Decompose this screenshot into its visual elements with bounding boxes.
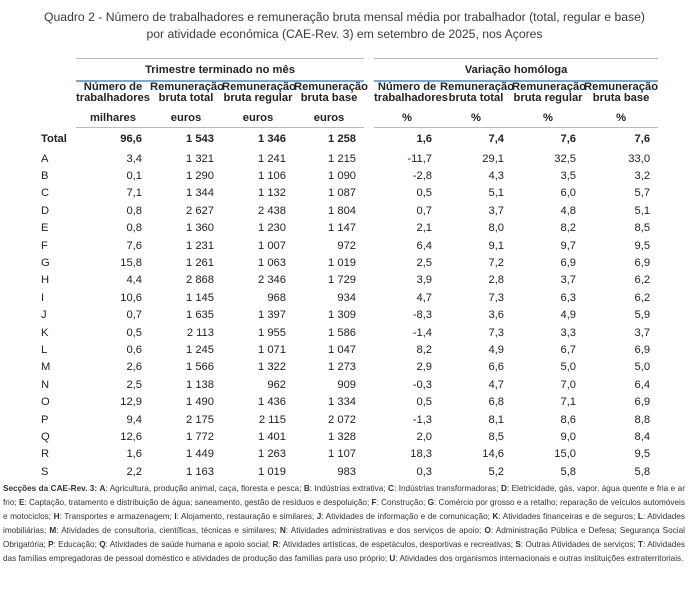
- column-header: Remuneração bruta total: [150, 81, 224, 104]
- column-unit: %: [584, 109, 658, 128]
- footer-section-text: Atividades de consultoria, científicas, técnicas e similares;: [61, 526, 277, 536]
- footer-section-code: Q: [99, 540, 106, 550]
- table-cell: 1 322: [258, 361, 286, 374]
- group-header-quarter: Trimestre terminado no mês: [76, 59, 364, 82]
- footer-section-code: K: [492, 512, 499, 522]
- row-label: K: [41, 326, 49, 339]
- table-cell: 3,4: [126, 152, 142, 165]
- footer-section-code: F: [371, 498, 377, 508]
- table-cell: 5,7: [634, 187, 651, 200]
- table-cell: 8,0: [488, 222, 505, 235]
- table-cell: 0,5: [416, 187, 433, 200]
- table-cell: 1 344: [186, 187, 214, 200]
- table-cell: 6,4: [634, 378, 651, 391]
- table-cell: 3,3: [560, 326, 577, 339]
- table-cell: 4,8: [560, 204, 577, 217]
- footer-section-code: J: [316, 512, 322, 522]
- table-cell: 2,6: [126, 361, 142, 374]
- column-header: Remuneração bruta total: [440, 81, 515, 104]
- table-cell: 1 261: [186, 257, 214, 270]
- table-cell: 1 071: [258, 343, 286, 356]
- table-cell: 1 360: [186, 222, 214, 235]
- table-cell: 1,6: [416, 133, 433, 145]
- table-cell: 7,3: [488, 326, 505, 339]
- table-cell: 4,9: [488, 343, 505, 356]
- row-label: D: [41, 204, 50, 217]
- table-cell: 33,0: [628, 152, 651, 165]
- table-cell: 10,6: [120, 291, 142, 304]
- table-cell: 5,0: [560, 361, 577, 374]
- table-row: [38, 167, 658, 184]
- column-header: Número de trabalhadores: [374, 81, 449, 104]
- table-cell: 4,4: [126, 274, 142, 287]
- table-cell: 1 566: [186, 361, 214, 374]
- table-cell: 8,2: [560, 222, 577, 235]
- table-cell: 962: [267, 378, 286, 391]
- footer-section-text: Atividades dos organismos internacionais e outras instituições extraterritoriais.: [399, 554, 684, 564]
- footer-section-text: Administração Pública e Defesa; Segurança Social Obrigatória;: [3, 526, 685, 550]
- table-cell: 6,9: [560, 257, 577, 270]
- table-cell: 909: [337, 378, 357, 391]
- row-label: B: [41, 170, 49, 183]
- table-cell: 7,2: [488, 257, 505, 270]
- column-unit: euros: [222, 109, 294, 128]
- table-cell: 2,1: [416, 222, 433, 235]
- table-cell: 6,9: [634, 343, 651, 356]
- table-cell: 1 230: [258, 222, 286, 235]
- table-cell: 0,8: [126, 204, 142, 217]
- table-row: [38, 428, 658, 445]
- table-cell: 1 397: [258, 309, 286, 322]
- table-cell: 4,7: [416, 291, 433, 304]
- table-row: [38, 272, 658, 289]
- table-cell: 1 290: [186, 170, 214, 183]
- footer-section-code: P: [48, 540, 54, 550]
- table-cell: 0,5: [416, 396, 433, 409]
- table-row: [38, 376, 658, 393]
- table-cell: 1,6: [126, 448, 142, 461]
- table-cell: 1 309: [328, 309, 357, 322]
- data-table: [38, 58, 658, 480]
- footer-section-text: Agricultura, produção animal, caça, floresta e pesca;: [109, 484, 302, 493]
- table-cell: 9,7: [560, 239, 577, 252]
- footer-section-text: Transportes e armazenagem;: [64, 512, 172, 522]
- row-label: Total: [41, 132, 67, 145]
- table-cell: 6,9: [634, 396, 651, 409]
- row-label: G: [41, 257, 50, 270]
- table-cell: 5,2: [488, 465, 505, 478]
- table-cell: 9,0: [560, 430, 577, 443]
- title-line-1: Quadro 2 - Número de trabalhadores e remuneração bruta mensal média por trabalhador (total, regular e base): [44, 10, 645, 24]
- footer-section-text: Atividades de saúde humana e apoio social;: [109, 540, 271, 550]
- table-cell: 5,9: [634, 309, 651, 322]
- table-cell: 1 772: [186, 430, 214, 443]
- row-label: M: [41, 361, 51, 374]
- table-cell: 4,9: [560, 309, 577, 322]
- table-cell: 1 107: [328, 448, 357, 461]
- table-row: [38, 341, 658, 358]
- row-label: N: [41, 378, 50, 391]
- table-cell: 934: [337, 291, 357, 304]
- table-cell: 1 147: [328, 222, 357, 235]
- corner-cell: [38, 59, 76, 82]
- table-cell: 1 231: [186, 239, 214, 252]
- table-cell: 4,3: [488, 170, 505, 183]
- table-cell: -11,7: [407, 152, 433, 165]
- footer-section-code: D: [500, 484, 507, 493]
- row-label: O: [41, 396, 50, 409]
- table-cell: 1 263: [258, 448, 286, 461]
- column-unit: milhares: [76, 109, 150, 128]
- footer-section-text: Comércio por grosso e a retalho; reparação de veículos automóveis e motociclos;: [3, 498, 685, 522]
- footer-section-text: Atividades imobiliárias;: [3, 512, 686, 536]
- row-label: C: [41, 187, 50, 200]
- footer-section-text: Atividades das famílias empregadoras de pessoal doméstico e atividades de produção das famílias para uso próprio;: [3, 540, 685, 564]
- table-cell: 1 321: [186, 152, 214, 165]
- row-label: S: [41, 465, 49, 478]
- table-cell: 15,8: [120, 257, 142, 270]
- table-cell: -8,3: [412, 309, 433, 322]
- footer-section-code: M: [49, 526, 57, 536]
- column-header: Remuneração bruta base: [584, 81, 659, 104]
- table-cell: 1 334: [328, 396, 357, 409]
- footer-section-text: Eletricidade, gás, vapor, água quente e fria e ar frio;: [3, 484, 685, 508]
- table-cell: 1 241: [258, 152, 286, 165]
- column-header: Número de trabalhadores: [76, 81, 150, 104]
- table-cell: 6,0: [560, 187, 577, 200]
- table-cell: 8,8: [634, 413, 651, 426]
- table-cell: 8,5: [488, 430, 505, 443]
- table-cell: 2,2: [126, 465, 142, 478]
- table-cell: 1 063: [258, 257, 286, 270]
- table-cell: 1 019: [258, 465, 286, 478]
- table-row: [38, 185, 658, 202]
- row-label: E: [41, 222, 49, 235]
- table-cell: 2,5: [126, 378, 142, 391]
- table-cell: 8,4: [634, 430, 651, 443]
- table-row: [38, 220, 658, 237]
- table-cell: 983: [337, 465, 357, 478]
- footer-legend: Secções da CAE-Rev. 3: A: Agricultura, produção animal, caça, floresta e pesca; B: Indústrias extrativa; C: Indústrias transformadoras; D: Eletricidade, gás, vapor, água quente e fria e ar frio; E: Captação, tratamento e distribuição de água; saneamento, gestão de resíduos e despoluição; F: Construção; G: Comércio por grosso e a retalho; reparação de veículos automóveis e motociclos; H: Transportes e armazenagem; I: Alojamento, restauração e similares; J: Atividades de informação e de comunicação; K: Atividades financeiras e de seguros; L: Atividades imobiliárias; M: Atividades de consultoria, científicas, técnicas e similares; N: Atividades administrativas e dos serviços de apoio; O: Administração Pública e Defesa; Segurança Social Obrigatória; P: Educação; Q: Atividades de saúde humana e apoio social; R: Atividades artísticas, de espetáculos, desportivas e recreativas; S: Outras Atividades de serviços; T: Atividades das famílias empregadoras de pessoal doméstico e atividades de produção das famílias para uso próprio; U: Atividades dos organismos internacionais e outras instituições extraterritoriais.: [3, 484, 686, 564]
- table-cell: 1 346: [258, 133, 286, 145]
- table-row: [38, 307, 658, 324]
- table-cell: 18,3: [410, 448, 433, 461]
- table-cell: 0,5: [126, 326, 142, 339]
- table-cell: 968: [267, 291, 286, 304]
- table-title: [0, 9, 689, 43]
- table-cell: 32,5: [554, 152, 577, 165]
- table-cell: 1 729: [328, 274, 357, 287]
- footer-section-text: Educação;: [58, 540, 97, 550]
- table-cell: 5,0: [634, 361, 651, 374]
- column-header: Remuneração bruta base: [294, 81, 368, 104]
- row-label: H: [41, 274, 50, 287]
- row-label: A: [41, 152, 49, 165]
- table-cell: 29,1: [482, 152, 505, 165]
- table-cell: 8,5: [634, 222, 651, 235]
- table-cell: 3,2: [634, 170, 651, 183]
- table-cell: 6,2: [634, 274, 651, 287]
- table-cell: 1 955: [258, 326, 286, 339]
- table-cell: 96,6: [120, 133, 142, 145]
- table-row: [38, 289, 658, 306]
- table-cell: 9,1: [488, 239, 505, 252]
- table-cell: 0,1: [126, 170, 142, 183]
- row-label: P: [41, 413, 49, 426]
- table-cell: 1 019: [328, 257, 357, 270]
- table-cell: 1 163: [186, 465, 214, 478]
- table-cell: 3,7: [560, 274, 577, 287]
- table-cell: 1 804: [328, 204, 357, 217]
- table-cell: 7,6: [634, 133, 651, 145]
- footer-section-code: L: [637, 512, 643, 522]
- table-cell: 2 868: [186, 274, 214, 287]
- footer-section-code: H: [53, 512, 60, 522]
- table-cell: 972: [337, 239, 357, 252]
- footer-section-text: Indústrias transformadoras;: [398, 484, 499, 493]
- table-cell: 7,6: [560, 133, 577, 145]
- table-cell: 6,9: [634, 257, 651, 270]
- table-cell: 1 106: [258, 170, 286, 183]
- table-row: [38, 463, 658, 480]
- footer-section-code: G: [427, 498, 434, 508]
- table-cell: 2,0: [416, 430, 433, 443]
- table-row: [38, 254, 658, 271]
- column-unit: %: [440, 109, 512, 128]
- table-cell: 5,1: [488, 187, 505, 200]
- table-cell: 4,7: [488, 378, 505, 391]
- row-label: I: [41, 291, 45, 304]
- table-cell: -2,8: [412, 170, 433, 183]
- table-row: [38, 393, 658, 410]
- table-cell: 3,6: [488, 309, 505, 322]
- footer-section-code: C: [388, 484, 394, 493]
- footer-section-code: I: [174, 512, 177, 522]
- table-row: [38, 411, 658, 428]
- footer-section-text: Indústrias extrativa;: [314, 484, 386, 493]
- footer-section-text: Atividades artísticas, de espetáculos, desportivas e recreativas;: [282, 540, 514, 550]
- table-row: [38, 237, 658, 254]
- column-unit: %: [374, 109, 440, 128]
- table-cell: 0,7: [126, 309, 142, 322]
- table-cell: 3,7: [488, 204, 505, 217]
- table-row: [38, 446, 658, 463]
- table-cell: 2,9: [416, 361, 433, 374]
- table-cell: 1 635: [186, 309, 214, 322]
- table-cell: 9,4: [126, 413, 142, 426]
- table-cell: 6,3: [560, 291, 577, 304]
- table-row: [38, 202, 658, 219]
- table-cell: 6,2: [634, 291, 651, 304]
- table-cell: 2,8: [488, 274, 505, 287]
- group-header-yoy: Variação homóloga: [374, 59, 658, 82]
- row-label: F: [41, 239, 48, 252]
- table-cell: 1 215: [328, 152, 357, 165]
- table-cell: 1 436: [258, 396, 286, 409]
- table-cell: 1 328: [328, 430, 357, 443]
- table-cell: 7,3: [488, 291, 505, 304]
- table-cell: 7,0: [560, 378, 577, 391]
- table-cell: 6,6: [488, 361, 505, 374]
- table-cell: 1 047: [328, 343, 357, 356]
- row-label: J: [41, 309, 47, 322]
- table-row: [38, 324, 658, 341]
- table-cell: 2 346: [258, 274, 286, 287]
- table-cell: 1 273: [328, 361, 357, 374]
- footer-section-text: Alojamento, restauração e similares;: [181, 512, 315, 522]
- footer-section-code: B: [303, 484, 310, 493]
- table-cell: 9,5: [634, 239, 651, 252]
- table-cell: 5,1: [634, 204, 651, 217]
- table-cell: 2 438: [258, 204, 286, 217]
- row-label: L: [41, 343, 48, 356]
- table-cell: 8,6: [560, 413, 577, 426]
- table-cell: 1 138: [186, 378, 214, 391]
- footer-section-text: Atividades de informação e de comunicação;: [325, 512, 490, 522]
- table-cell: 1 145: [186, 291, 214, 304]
- table-cell: 1 586: [328, 326, 357, 339]
- row-label: Q: [41, 430, 50, 443]
- table-cell: -1,4: [412, 326, 433, 339]
- table-cell: 6,7: [560, 343, 577, 356]
- column-header: Remuneração bruta regular: [222, 81, 296, 104]
- table-cell: 2,5: [416, 257, 433, 270]
- footer-section-text: Construção;: [381, 498, 426, 508]
- table-cell: 15,0: [554, 448, 577, 461]
- table-cell: 1 490: [186, 396, 214, 409]
- table-cell: 5,8: [560, 465, 577, 478]
- table-row-total: [38, 128, 658, 151]
- table-cell: 12,6: [120, 430, 142, 443]
- footer-section-text: Atividades financeiras e de seguros;: [502, 512, 636, 522]
- footer-section-code: U: [389, 554, 396, 564]
- table-cell: 3,9: [416, 274, 433, 287]
- column-unit: euros: [150, 109, 222, 128]
- table-cell: 8,2: [416, 343, 433, 356]
- footer-section-code: R: [272, 540, 279, 550]
- table-cell: 0,3: [416, 465, 433, 478]
- footer-section-text: Atividades administrativas e dos serviços de apoio;: [290, 526, 482, 536]
- table-cell: 6,4: [416, 239, 433, 252]
- table-row: [38, 150, 658, 167]
- footer-section-code: E: [18, 498, 25, 508]
- table-cell: 14,6: [482, 448, 505, 461]
- table-cell: 2 115: [258, 413, 286, 426]
- footer-heading: Secções da CAE-Rev. 3:: [3, 484, 98, 493]
- table-cell: 0,7: [416, 204, 433, 217]
- table-cell: 1 543: [186, 133, 214, 145]
- column-unit: %: [512, 109, 584, 128]
- footer-section-code: S: [515, 540, 521, 550]
- title-line-2: por atividade económica (CAE-Rev. 3) em setembro de 2025, nos Açores: [146, 27, 543, 41]
- table-cell: -0,3: [412, 378, 433, 391]
- column-unit: euros: [294, 109, 364, 128]
- table-cell: 12,9: [120, 396, 142, 409]
- table-cell: 1 087: [328, 187, 357, 200]
- table-cell: 7,4: [488, 133, 505, 145]
- table-cell: 8,1: [488, 413, 505, 426]
- table-cell: 2 627: [186, 204, 214, 217]
- table-cell: 1 401: [258, 430, 286, 443]
- footer-section-code: N: [279, 526, 286, 536]
- table-cell: 7,6: [126, 239, 142, 252]
- table-cell: 1 090: [328, 170, 357, 183]
- table-cell: 7,1: [126, 187, 142, 200]
- table-cell: 7,1: [560, 396, 577, 409]
- table-cell: 1 132: [258, 187, 286, 200]
- table-cell: 0,8: [126, 222, 142, 235]
- table-cell: 3,5: [560, 170, 577, 183]
- table-cell: -1,3: [412, 413, 433, 426]
- table-cell: 1 007: [258, 239, 286, 252]
- table-cell: 0,6: [126, 343, 142, 356]
- footer-section-text: Outras Atividades de serviços;: [525, 540, 636, 550]
- footer-section-code: T: [638, 540, 644, 550]
- footer-section-code: O: [484, 526, 491, 536]
- table-cell: 2 175: [186, 413, 214, 426]
- table-row: [38, 359, 658, 376]
- table-cell: 5,8: [634, 465, 651, 478]
- table-cell: 9,5: [634, 448, 651, 461]
- footer-section-text: Captação, tratamento e distribuição de água; saneamento, gestão de resíduos e despoluição;: [29, 498, 370, 508]
- table-cell: 1 449: [186, 448, 214, 461]
- table-cell: 2 113: [186, 326, 214, 339]
- footer-section-code: A: [99, 484, 106, 493]
- table-cell: 1 258: [328, 133, 357, 145]
- table-cell: 3,7: [634, 326, 651, 339]
- table-cell: 6,8: [488, 396, 505, 409]
- table-cell: 2 072: [328, 413, 357, 426]
- row-label: R: [41, 448, 50, 461]
- column-header: Remuneração bruta regular: [512, 81, 587, 104]
- table-cell: 1 245: [186, 343, 214, 356]
